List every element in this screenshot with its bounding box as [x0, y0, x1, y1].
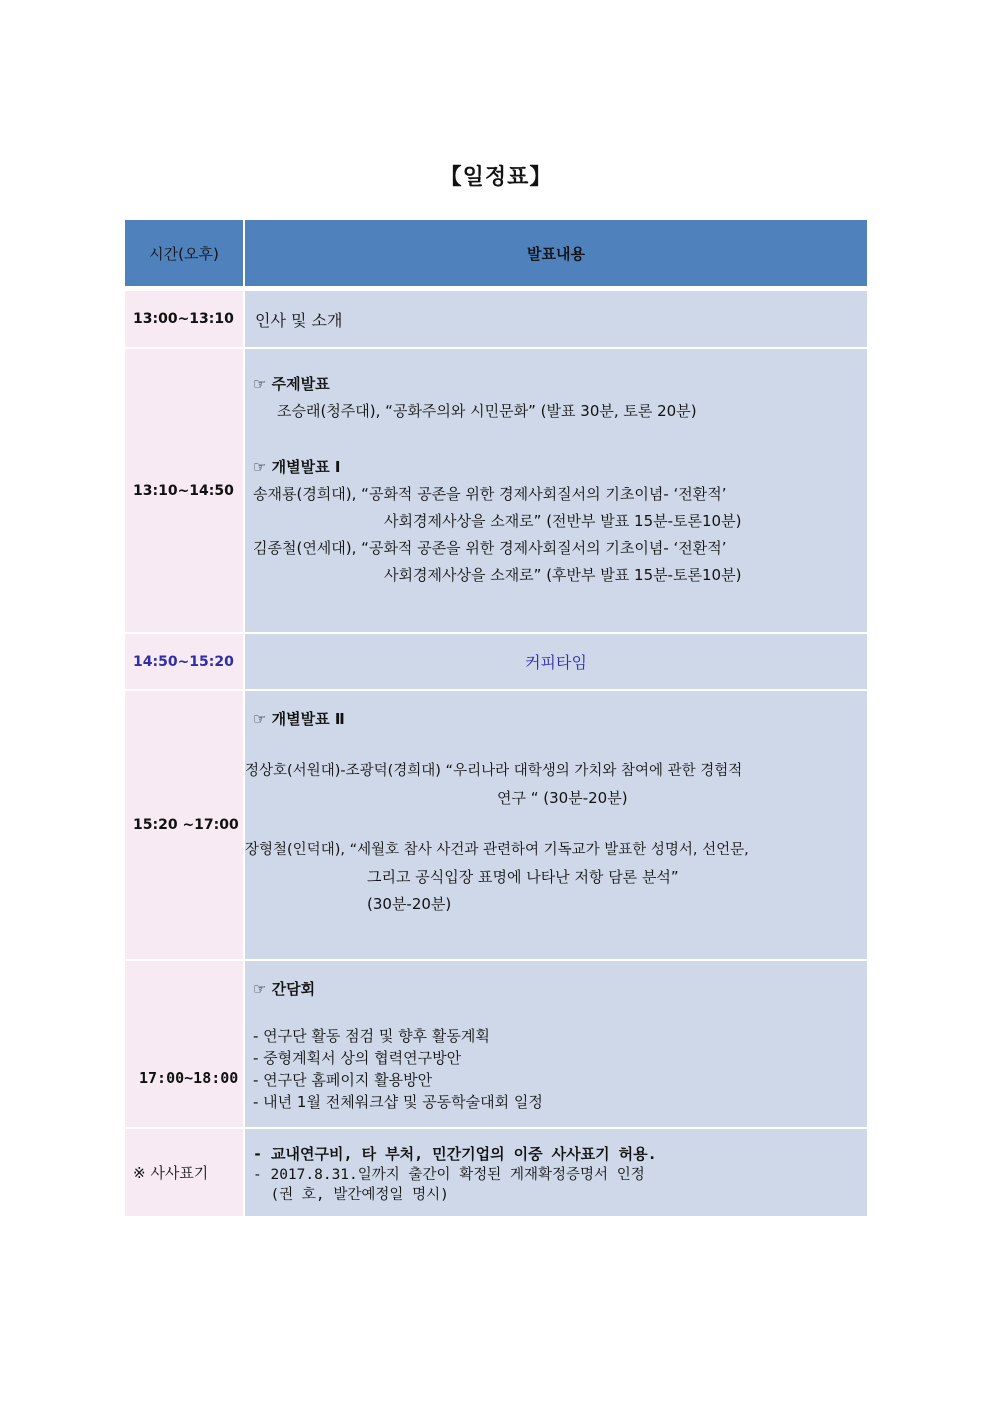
- presentation-line: 김종철(연세대), “공화적 공존을 위한 경제사회질서의 기초이념- ‘전환적’: [253, 538, 727, 557]
- session1-heading: ☞ 개별발표 Ⅰ: [253, 457, 341, 476]
- time-cell: ※ 사사표기: [125, 1128, 244, 1216]
- table-row: [125, 291, 867, 348]
- presentation-line: 사회경제사상을 소재로” (후반부 발표 15분-토론10분): [384, 565, 742, 584]
- presentation-line: 그리고 공식입장 표명에 나타난 저항 담론 분석”: [367, 868, 679, 886]
- schedule-table: [125, 220, 867, 1216]
- header-time: 시간(오후): [125, 220, 244, 286]
- content-cell: 인사 및 소개: [244, 291, 867, 348]
- note-line: (권 호, 발간예정일 명시): [253, 1186, 449, 1203]
- note-line: - 교내연구비, 타 부처, 민간기업의 이중 사사표기 허용.: [253, 1144, 657, 1163]
- presentation-line: 정상호(서원대)-조광덕(경희대) “우리나라 대학생의 가치와 참여에 관한 경험적: [245, 763, 743, 779]
- list-item: - 연구단 홈페이지 활용방안: [253, 1070, 433, 1089]
- time-cell: 15:20 ~17:00: [125, 690, 244, 960]
- content-cell: [244, 690, 867, 960]
- time-cell: 14:50~15:20: [125, 633, 244, 690]
- presentation-line: 연구 “ (30분-20분): [497, 789, 628, 807]
- table-row: [125, 690, 867, 960]
- header-content: 발표내용: [244, 220, 867, 286]
- table-row: [125, 348, 867, 633]
- list-item: - 중형계획서 상의 협력연구방안: [253, 1048, 462, 1067]
- content-cell: [244, 960, 867, 1128]
- time-cell: 13:10~14:50: [125, 348, 244, 633]
- presentation-line: (30분-20분): [367, 895, 452, 913]
- list-item: - 연구단 활동 점검 및 향후 활동계획: [253, 1026, 490, 1045]
- content-cell: 커피타임: [244, 633, 867, 690]
- table-row: [125, 1128, 867, 1216]
- list-item: - 내년 1월 전체워크샵 및 공동학술대회 일정: [253, 1092, 543, 1111]
- content-cell: [244, 348, 867, 633]
- table-row: [125, 960, 867, 1128]
- meeting-heading: ☞ 간담회: [253, 979, 316, 998]
- time-cell: 17:00~18:00: [125, 960, 244, 1128]
- presentation-line: 송재룡(경희대), “공화적 공존을 위한 경제사회질서의 기초이념- ‘전환적’: [253, 484, 727, 503]
- keynote-line: 조승래(청주대), “공화주의와 시민문화” (발표 30분, 토론 20분): [277, 401, 697, 420]
- time-cell: 13:00~13:10: [125, 291, 244, 348]
- table-row: [125, 633, 867, 690]
- presentation-line: 장형철(인덕대), “세월호 참사 사건과 관련하여 기독교가 발표한 성명서, 선언문,: [245, 842, 749, 858]
- session2-heading: ☞ 개별발표 Ⅱ: [253, 710, 345, 728]
- page-title: 【일정표】: [439, 165, 553, 190]
- presentation-line: 사회경제사상을 소재로” (전반부 발표 15분-토론10분): [384, 511, 742, 530]
- table-header-row: [125, 220, 867, 286]
- keynote-heading: ☞ 주제발표: [253, 374, 330, 393]
- note-line: - 2017.8.31.일까지 출간이 확정된 게재확정증명서 인정: [253, 1166, 645, 1183]
- content-cell: [244, 1128, 867, 1216]
